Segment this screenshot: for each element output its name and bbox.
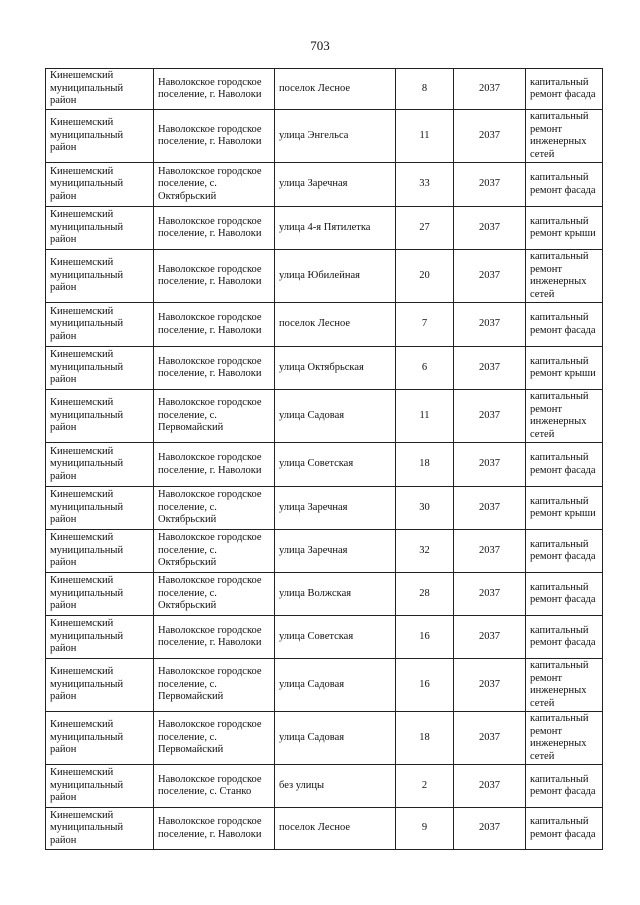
settlement-cell: Наволокское городское поселение, г. Наволоки — [154, 207, 275, 250]
district-cell: Кинешемский муниципальный район — [46, 110, 154, 163]
house-number-cell: 16 — [396, 616, 454, 659]
work-type-cell: капитальный ремонт фасада — [526, 163, 603, 207]
settlement-cell: Наволокское городское поселение, г. Наволоки — [154, 110, 275, 163]
street-cell: без улицы — [275, 765, 396, 808]
district-cell: Кинешемский муниципальный район — [46, 530, 154, 573]
table-row — [46, 712, 603, 765]
year-cell: 2037 — [454, 250, 526, 303]
settlement-cell: Наволокское городское поселение, с. Октябрьский — [154, 163, 275, 207]
district-cell: Кинешемский муниципальный район — [46, 765, 154, 808]
district-cell: Кинешемский муниципальный район — [46, 659, 154, 712]
work-type-cell: капитальный ремонт фасада — [526, 808, 603, 850]
settlement-cell: Наволокское городское поселение, г. Наволоки — [154, 303, 275, 347]
table-row — [46, 250, 603, 303]
work-type-cell: капитальный ремонт фасада — [526, 616, 603, 659]
house-number-cell: 9 — [396, 808, 454, 850]
street-cell: улица Садовая — [275, 390, 396, 443]
work-type-cell: капитальный ремонт инженерных сетей — [526, 712, 603, 765]
table-row — [46, 573, 603, 616]
year-cell: 2037 — [454, 765, 526, 808]
settlement-cell: Наволокское городское поселение, г. Наволоки — [154, 808, 275, 850]
work-type-cell: капитальный ремонт инженерных сетей — [526, 390, 603, 443]
table-row — [46, 616, 603, 659]
settlement-cell: Наволокское городское поселение, г. Наволоки — [154, 347, 275, 390]
table-row — [46, 390, 603, 443]
settlement-cell: Наволокское городское поселение, г. Наволоки — [154, 69, 275, 110]
settlement-cell: Наволокское городское поселение, с. Первомайский — [154, 659, 275, 712]
table-row — [46, 487, 603, 530]
street-cell: улица Заречная — [275, 530, 396, 573]
year-cell: 2037 — [454, 390, 526, 443]
work-type-cell: капитальный ремонт фасада — [526, 530, 603, 573]
district-cell: Кинешемский муниципальный район — [46, 443, 154, 487]
street-cell: улица Заречная — [275, 487, 396, 530]
work-type-cell: капитальный ремонт крыши — [526, 487, 603, 530]
work-type-cell: капитальный ремонт инженерных сетей — [526, 659, 603, 712]
work-type-cell: капитальный ремонт фасада — [526, 765, 603, 808]
year-cell: 2037 — [454, 69, 526, 110]
table-row — [46, 163, 603, 207]
house-number-cell: 27 — [396, 207, 454, 250]
district-cell: Кинешемский муниципальный район — [46, 712, 154, 765]
table-row — [46, 659, 603, 712]
table-row — [46, 765, 603, 808]
district-cell: Кинешемский муниципальный район — [46, 163, 154, 207]
street-cell: улица Садовая — [275, 659, 396, 712]
settlement-cell: Наволокское городское поселение, г. Наволоки — [154, 616, 275, 659]
district-cell: Кинешемский муниципальный район — [46, 207, 154, 250]
house-number-cell: 18 — [396, 712, 454, 765]
district-cell: Кинешемский муниципальный район — [46, 616, 154, 659]
table-row — [46, 347, 603, 390]
district-cell: Кинешемский муниципальный район — [46, 250, 154, 303]
work-type-cell: капитальный ремонт фасада — [526, 69, 603, 110]
house-number-cell: 2 — [396, 765, 454, 808]
table-row — [46, 443, 603, 487]
year-cell: 2037 — [454, 110, 526, 163]
work-type-cell: капитальный ремонт крыши — [526, 347, 603, 390]
year-cell: 2037 — [454, 808, 526, 850]
street-cell: поселок Лесное — [275, 303, 396, 347]
work-type-cell: капитальный ремонт крыши — [526, 207, 603, 250]
street-cell: улица Советская — [275, 443, 396, 487]
table-row — [46, 303, 603, 347]
street-cell: поселок Лесное — [275, 808, 396, 850]
year-cell: 2037 — [454, 573, 526, 616]
year-cell: 2037 — [454, 303, 526, 347]
street-cell: улица Энгельса — [275, 110, 396, 163]
settlement-cell: Наволокское городское поселение, с. Октябрьский — [154, 573, 275, 616]
house-number-cell: 8 — [396, 69, 454, 110]
house-number-cell: 16 — [396, 659, 454, 712]
settlement-cell: Наволокское городское поселение, с. Первомайский — [154, 712, 275, 765]
street-cell: улица Октябрьская — [275, 347, 396, 390]
table-row — [46, 207, 603, 250]
house-number-cell: 11 — [396, 110, 454, 163]
table-row — [46, 69, 603, 110]
district-cell: Кинешемский муниципальный район — [46, 808, 154, 850]
street-cell: поселок Лесное — [275, 69, 396, 110]
page-number: 703 — [310, 38, 330, 53]
year-cell: 2037 — [454, 616, 526, 659]
street-cell: улица Юбилейная — [275, 250, 396, 303]
work-type-cell: капитальный ремонт инженерных сетей — [526, 250, 603, 303]
house-number-cell: 6 — [396, 347, 454, 390]
table-body — [46, 69, 603, 850]
settlement-cell: Наволокское городское поселение, г. Наволоки — [154, 250, 275, 303]
year-cell: 2037 — [454, 530, 526, 573]
table-row — [46, 530, 603, 573]
year-cell: 2037 — [454, 347, 526, 390]
work-type-cell: капитальный ремонт фасада — [526, 443, 603, 487]
settlement-cell: Наволокское городское поселение, с. Станко — [154, 765, 275, 808]
settlement-cell: Наволокское городское поселение, с. Первомайский — [154, 390, 275, 443]
street-cell: улица Заречная — [275, 163, 396, 207]
district-cell: Кинешемский муниципальный район — [46, 487, 154, 530]
year-cell: 2037 — [454, 163, 526, 207]
district-cell: Кинешемский муниципальный район — [46, 303, 154, 347]
house-number-cell: 32 — [396, 530, 454, 573]
house-number-cell: 11 — [396, 390, 454, 443]
table-row — [46, 808, 603, 850]
work-type-cell: капитальный ремонт фасада — [526, 573, 603, 616]
house-number-cell: 18 — [396, 443, 454, 487]
district-cell: Кинешемский муниципальный район — [46, 69, 154, 110]
district-cell: Кинешемский муниципальный район — [46, 390, 154, 443]
table-row — [46, 110, 603, 163]
house-number-cell: 30 — [396, 487, 454, 530]
district-cell: Кинешемский муниципальный район — [46, 347, 154, 390]
repair-schedule-table — [45, 68, 603, 850]
work-type-cell: капитальный ремонт фасада — [526, 303, 603, 347]
street-cell: улица Садовая — [275, 712, 396, 765]
street-cell: улица Волжская — [275, 573, 396, 616]
year-cell: 2037 — [454, 207, 526, 250]
house-number-cell: 33 — [396, 163, 454, 207]
year-cell: 2037 — [454, 443, 526, 487]
work-type-cell: капитальный ремонт инженерных сетей — [526, 110, 603, 163]
year-cell: 2037 — [454, 712, 526, 765]
year-cell: 2037 — [454, 659, 526, 712]
house-number-cell: 28 — [396, 573, 454, 616]
street-cell: улица Советская — [275, 616, 396, 659]
year-cell: 2037 — [454, 487, 526, 530]
settlement-cell: Наволокское городское поселение, с. Октябрьский — [154, 530, 275, 573]
street-cell: улица 4-я Пятилетка — [275, 207, 396, 250]
district-cell: Кинешемский муниципальный район — [46, 573, 154, 616]
house-number-cell: 7 — [396, 303, 454, 347]
house-number-cell: 20 — [396, 250, 454, 303]
settlement-cell: Наволокское городское поселение, г. Наволоки — [154, 443, 275, 487]
settlement-cell: Наволокское городское поселение, с. Октябрьский — [154, 487, 275, 530]
